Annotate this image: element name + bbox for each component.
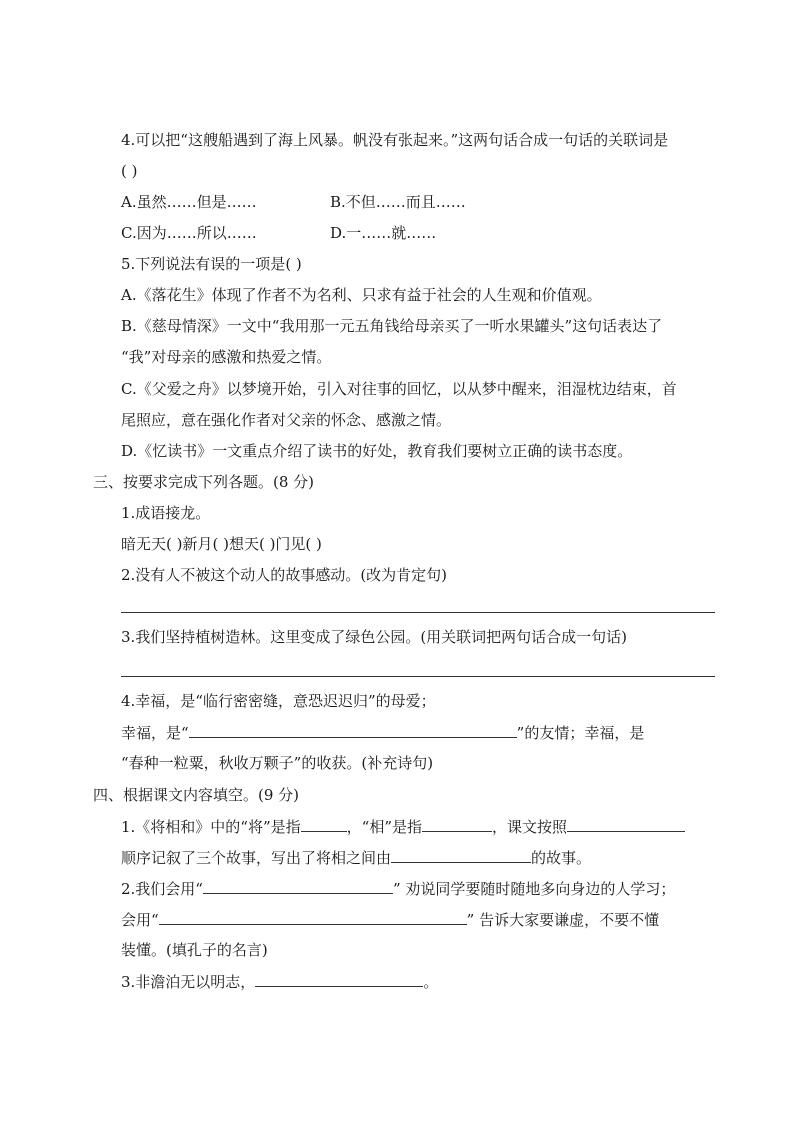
sec3-q3-stem: 3.我们坚持植树造林。这里变成了绿色公园。(用关联词把两句话合成一句话)	[121, 628, 628, 646]
q5-stem: 5.下列说法有误的一项是( )	[121, 255, 302, 273]
sec4-q2-text-b: ” 劝说同学要随时随地多向身边的人学习；	[392, 880, 676, 898]
sec4-q1-text-d: 顺序记叙了三个故事，写出了将相之间由	[121, 849, 392, 867]
sec4-q3-blank[interactable]	[255, 971, 423, 987]
sec4-q2-blank-1[interactable]	[203, 878, 393, 894]
sec3-q2-answer-line[interactable]	[121, 612, 715, 613]
q4-option-c: C.因为……所以……	[121, 224, 257, 242]
sec3-q3-answer-line[interactable]	[121, 676, 715, 677]
sec3-q1-stem: 1.成语接龙。	[121, 504, 211, 522]
sec4-q2-blank-2[interactable]	[159, 909, 467, 925]
q5-option-c-line1: C.《父爱之舟》以梦境开始，引入对往事的回忆，以从梦中醒来，泪湿枕边结束，首	[121, 380, 677, 398]
sec3-q4-prefix: 幸福，是“	[121, 724, 189, 742]
sec4-q1-text-a: 1.《将相和》中的“将”是指	[121, 818, 301, 836]
sec4-q2-line1	[121, 878, 675, 898]
sec4-q2-line2	[121, 909, 659, 929]
sec4-q2-text-d: ” 告诉大家要谦虚，不要不懂	[466, 911, 660, 929]
sec4-q1-blank-jiang[interactable]	[301, 816, 347, 832]
sec3-q4-blank[interactable]	[189, 722, 517, 738]
sec4-q1-line1	[121, 816, 685, 836]
q5-option-c-line2: 尾照应，意在强化作者对父亲的怀念、感激之情。	[121, 411, 452, 429]
sec3-q1-idiom-chain: 暗无天( )新月( )想天( )门见( )	[121, 535, 322, 553]
sec4-q2-text-c: 会用“	[121, 911, 159, 929]
q4-stem: 4.可以把“这艘船遇到了海上风暴。帆没有张起来。”这两句话合成一句话的关联词是	[121, 131, 669, 149]
sec4-q1-text-e: 的故事。	[531, 849, 592, 867]
sec4-q2-line3: 装懂。(填孔子的名言)	[121, 941, 268, 959]
sec4-q2-text-a: 2.我们会用“	[121, 880, 203, 898]
q4-option-a: A.虽然……但是……	[121, 193, 257, 211]
sec3-q4-line3: “春种一粒粟，秋收万颗子”的收获。(补充诗句)	[121, 754, 434, 772]
sec3-q4-suffix: ”的友情；幸福，是	[516, 724, 645, 742]
sec4-q1-blank-relation[interactable]	[391, 847, 531, 863]
sec4-q3-text-a: 3.非澹泊无以明志，	[121, 973, 256, 991]
q4-answer-paren: ( )	[121, 162, 138, 180]
section-4-title: 四、根据课文内容填空。(9 分)	[93, 786, 300, 804]
q5-option-b-line2: “我”对母亲的感激和热爱之情。	[121, 348, 332, 366]
sec4-q3-line	[121, 971, 438, 991]
sec3-q4-line1: 4.幸福，是“临行密密缝，意恐迟迟归”的母爱；	[121, 692, 436, 710]
sec3-q2-stem: 2.没有人不被这个动人的故事感动。(改为肯定句)	[121, 566, 448, 584]
q5-option-b-line1: B.《慈母情深》一文中“我用那一元五角钱给母亲买了一听水果罐头”这句话表达了	[121, 317, 663, 335]
sec4-q1-line2	[121, 847, 591, 867]
q5-option-a: A.《落花生》体现了作者不为名利、只求有益于社会的人生观和价值观。	[121, 286, 602, 304]
sec4-q1-blank-order[interactable]	[567, 816, 685, 832]
sec3-q4-line2	[121, 722, 644, 742]
q4-options-row-2	[121, 223, 715, 243]
sec4-q1-text-c: ，课文按照	[492, 818, 568, 836]
q4-option-d: D.一……就……	[330, 224, 437, 242]
sec4-q1-text-b: ，“相”是指	[346, 818, 422, 836]
q4-option-b: B.不但……而且……	[330, 193, 466, 211]
section-3-title: 三、按要求完成下列各题。(8 分)	[93, 473, 315, 491]
q5-option-d: D.《忆读书》一文重点介绍了读书的好处，教育我们要树立正确的读书态度。	[121, 442, 633, 460]
sec4-q1-blank-xiang[interactable]	[422, 816, 492, 832]
q4-options-row-1	[121, 192, 715, 212]
sec4-q3-text-b: 。	[423, 973, 439, 991]
